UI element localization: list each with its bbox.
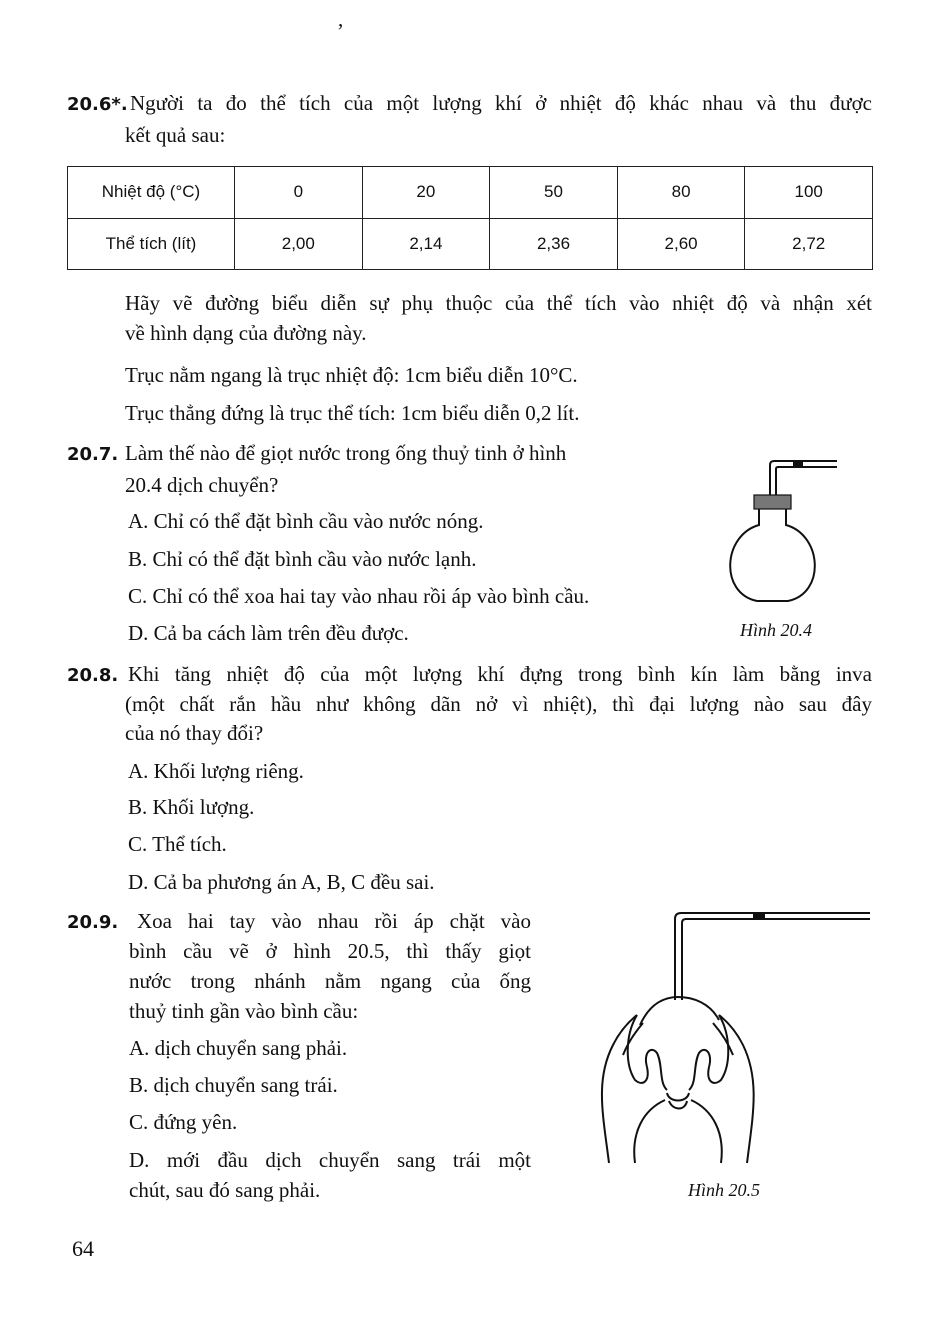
question-number-20-7: 20.7. [67,444,119,465]
question-number-20-8: 20.8. [67,665,119,686]
table-header-volume: Thể tích (lít) [68,218,235,270]
q20-7-line-2: 20.4 dịch chuyển? [125,473,279,497]
q20-7-option-d: D. Cả ba cách làm trên đều được. [128,621,409,645]
table-cell: 20 [362,167,490,219]
q20-8-option-d: D. Cả ba phương án A, B, C đều sai. [128,870,435,894]
q20-7-option-b: B. Chỉ có thể đặt bình cầu vào nước lạnh. [128,547,477,571]
q20-6-axis-horizontal: Trục nằm ngang là trục nhiệt độ: 1cm biểu diễn 10°C. [125,363,578,387]
q20-9-option-d-continued: chút, sau đó sang phải. [129,1178,321,1202]
q20-6-after-1: Hãy vẽ đường biểu diễn sự phụ thuộc của thể tích vào nhiệt độ và nhận xét [125,291,872,315]
q20-8-line-3: của nó thay đổi? [125,721,264,745]
q20-9-option-c: C. đứng yên. [129,1110,238,1134]
q20-9-option-b: B. dịch chuyển sang trái. [129,1073,338,1097]
flask-figure-20-4 [715,455,845,610]
water-drop [753,914,765,918]
temperature-volume-table [67,166,873,270]
caption-figure-20-4: Hình 20.4 [740,620,812,640]
q20-6-after-2: về hình dạng của đường này. [125,321,367,345]
table-cell: 2,14 [362,218,490,270]
caption-figure-20-5: Hình 20.5 [688,1180,760,1200]
question-number-20-9: 20.9. [67,912,119,933]
q20-9-line-3: nước trong nhánh nằm ngang của ống [129,969,531,993]
table-cell: 100 [745,167,873,219]
question-number-20-6: 20.6*. [67,94,128,115]
table-cell: 2,00 [235,218,363,270]
q20-8-line-1: Khi tăng nhiệt độ của một lượng khí đựng trong bình kín làm bằng inva [128,662,872,686]
q20-6-line-1: Người ta đo thể tích của một lượng khí ở nhiệt độ khác nhau và thu được [130,91,872,115]
table-cell: 2,36 [490,218,618,270]
q20-8-line-2: (một chất rắn hầu như không dãn nở vì nhiệt), thì đại lượng nào sau đây [125,692,872,716]
water-drop [793,462,803,466]
table-cell: 80 [617,167,745,219]
q20-9-line-4: thuỷ tinh gần vào bình cầu: [129,999,359,1023]
q20-9-option-a: A. dịch chuyển sang phải. [129,1036,348,1060]
table-header-temperature: Nhiệt độ (°C) [68,167,235,219]
table-cell: 50 [490,167,618,219]
table-cell: 2,60 [617,218,745,270]
table-cell: 0 [235,167,363,219]
table-row-temperature [68,167,873,219]
stray-mark: , [338,7,344,31]
q20-7-option-a: A. Chỉ có thể đặt bình cầu vào nước nóng. [128,509,484,533]
q20-8-option-b: B. Khối lượng. [128,795,255,819]
q20-7-option-c: C. Chỉ có thể xoa hai tay vào nhau rồi áp vào bình cầu. [128,584,590,608]
table-cell: 2,72 [745,218,873,270]
q20-8-option-c: C. Thể tích. [128,832,227,856]
page-number: 64 [72,1236,94,1261]
q20-7-line-1: Làm thế nào để giọt nước trong ống thuỷ tinh ở hình [125,441,567,465]
q20-6-axis-vertical: Trục thẳng đứng là trục thể tích: 1cm biểu diễn 0,2 lít. [125,401,580,425]
q20-9-line-2: bình cầu vẽ ở hình 20.5, thì thấy giọt [129,939,531,963]
q20-9-option-d: D. mới đầu dịch chuyển sang trái một [129,1148,531,1172]
hands-flask-figure-20-5 [595,905,875,1175]
q20-9-line-1: Xoa hai tay vào nhau rồi áp chặt vào [137,909,531,933]
q20-6-line-2: kết quả sau: [125,123,226,147]
table-row-volume [68,218,873,270]
q20-8-option-a: A. Khối lượng riêng. [128,759,304,783]
